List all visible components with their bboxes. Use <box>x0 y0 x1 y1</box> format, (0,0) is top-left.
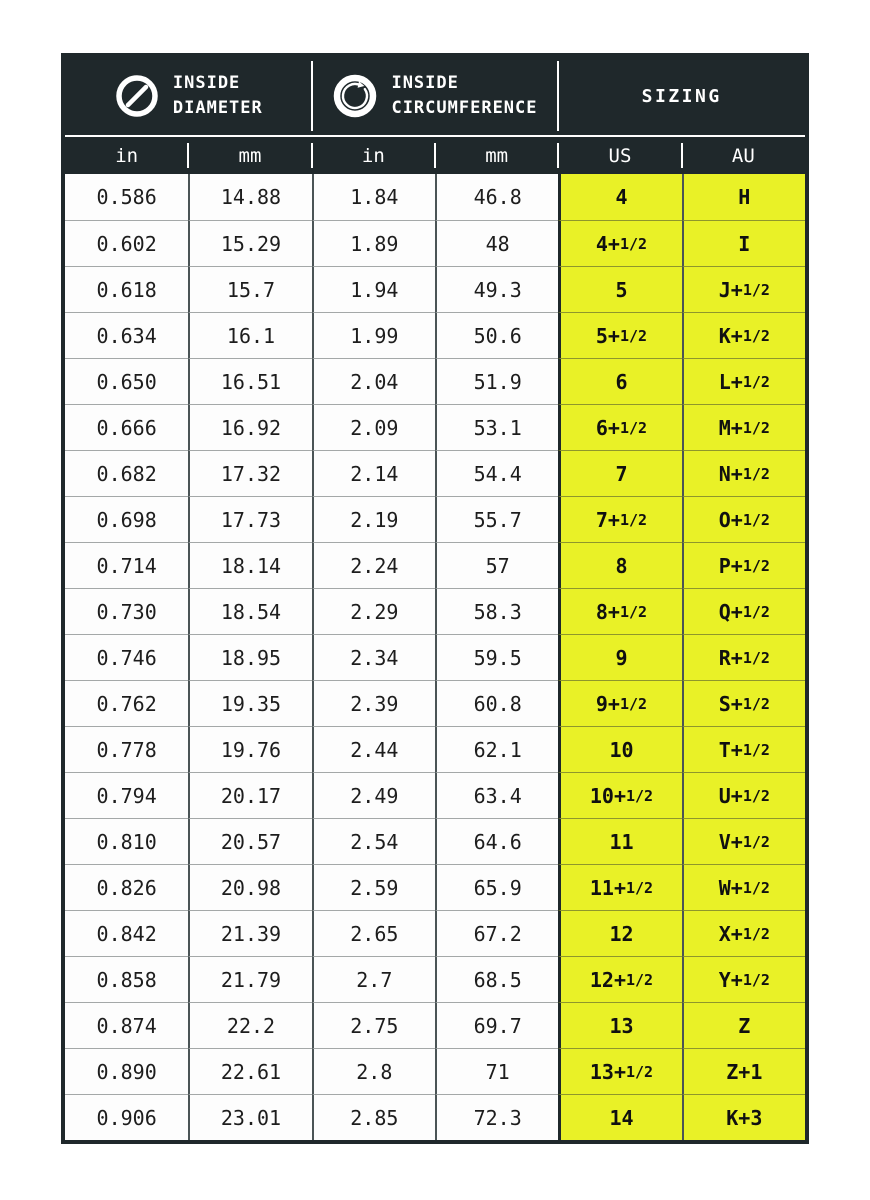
cell-diameter-in: 0.890 <box>65 1048 188 1094</box>
cell-size-au: U+ 1/2 <box>682 772 805 818</box>
cell-size-au: R+ 1/2 <box>682 634 805 680</box>
ring-size-table <box>61 53 809 1144</box>
cell-diameter-mm: 18.54 <box>188 588 311 634</box>
cell-size-us: 8 <box>558 542 681 588</box>
cell-size-au: I <box>682 220 805 266</box>
cell-size-au: P+ 1/2 <box>682 542 805 588</box>
cell-size-au: V+ 1/2 <box>682 818 805 864</box>
half-fraction: 1/2 <box>742 602 770 621</box>
cell-size-us: 8+ 1/2 <box>558 588 681 634</box>
column-header-diameter-mm: mm <box>188 137 311 174</box>
cell-size-au: S+ 1/2 <box>682 680 805 726</box>
cell-size-au: K+3 <box>682 1094 805 1140</box>
table-row <box>65 910 805 956</box>
half-fraction: 1/2 <box>742 280 770 299</box>
table-row <box>65 726 805 772</box>
cell-diameter-mm: 15.29 <box>188 220 311 266</box>
cell-circumference-in: 2.14 <box>312 450 435 496</box>
table-row <box>65 1002 805 1048</box>
cell-size-us: 5+ 1/2 <box>558 312 681 358</box>
cell-circumference-in: 2.65 <box>312 910 435 956</box>
table-row <box>65 634 805 680</box>
cell-circumference-in: 2.24 <box>312 542 435 588</box>
cell-circumference-mm: 64.6 <box>435 818 558 864</box>
cell-circumference-in: 2.39 <box>312 680 435 726</box>
cell-diameter-in: 0.810 <box>65 818 188 864</box>
cell-diameter-mm: 19.76 <box>188 726 311 772</box>
cell-circumference-mm: 67.2 <box>435 910 558 956</box>
cell-diameter-mm: 18.95 <box>188 634 311 680</box>
header-label-inside-diameter: INSIDE DIAMETER <box>172 73 263 118</box>
cell-circumference-in: 2.59 <box>312 864 435 910</box>
cell-size-us: 6+ 1/2 <box>558 404 681 450</box>
cell-size-au: Z <box>682 1002 805 1048</box>
table-row <box>65 174 805 220</box>
cell-diameter-mm: 17.32 <box>188 450 311 496</box>
cell-circumference-mm: 55.7 <box>435 496 558 542</box>
cell-circumference-mm: 53.1 <box>435 404 558 450</box>
header-group-inside-diameter <box>65 57 312 135</box>
header-label-inside-circumference: INSIDE CIRCUMFERENCE <box>391 73 538 118</box>
cell-circumference-mm: 54.4 <box>435 450 558 496</box>
cell-circumference-mm: 57 <box>435 542 558 588</box>
cell-circumference-in: 1.94 <box>312 266 435 312</box>
cell-size-us: 11 <box>558 818 681 864</box>
half-fraction: 1/2 <box>626 786 654 805</box>
cell-circumference-mm: 68.5 <box>435 956 558 1002</box>
cell-size-au: X+ 1/2 <box>682 910 805 956</box>
cell-diameter-mm: 18.14 <box>188 542 311 588</box>
diameter-icon <box>114 73 160 119</box>
table-row <box>65 1094 805 1140</box>
column-header-circumference-in: in <box>312 137 435 174</box>
header-group-inside-circumference <box>312 57 559 135</box>
cell-circumference-mm: 49.3 <box>435 266 558 312</box>
cell-circumference-in: 2.85 <box>312 1094 435 1140</box>
cell-diameter-in: 0.730 <box>65 588 188 634</box>
cell-size-au: Q+ 1/2 <box>682 588 805 634</box>
table-row <box>65 956 805 1002</box>
cell-size-au: Y+ 1/2 <box>682 956 805 1002</box>
cell-diameter-in: 0.858 <box>65 956 188 1002</box>
half-fraction: 1/2 <box>742 510 770 529</box>
table-row <box>65 266 805 312</box>
table-row <box>65 358 805 404</box>
cell-circumference-mm: 46.8 <box>435 174 558 220</box>
cell-circumference-mm: 50.6 <box>435 312 558 358</box>
cell-diameter-in: 0.698 <box>65 496 188 542</box>
half-fraction: 1/2 <box>742 878 770 897</box>
cell-diameter-in: 0.714 <box>65 542 188 588</box>
header-group-sizing <box>558 57 805 135</box>
half-fraction: 1/2 <box>619 418 648 437</box>
half-fraction: 1/2 <box>619 510 648 529</box>
cell-circumference-mm: 48 <box>435 220 558 266</box>
cell-diameter-in: 0.682 <box>65 450 188 496</box>
cell-circumference-in: 1.99 <box>312 312 435 358</box>
cell-size-au: N+ 1/2 <box>682 450 805 496</box>
cell-size-us: 6 <box>558 358 681 404</box>
table-row <box>65 588 805 634</box>
table-row <box>65 542 805 588</box>
cell-diameter-mm: 20.57 <box>188 818 311 864</box>
cell-size-au: Z+1 <box>682 1048 805 1094</box>
cell-diameter-in: 0.874 <box>65 1002 188 1048</box>
cell-size-us: 14 <box>558 1094 681 1140</box>
cell-diameter-mm: 21.39 <box>188 910 311 956</box>
table-header <box>65 57 805 137</box>
column-header-circumference-mm: mm <box>435 137 558 174</box>
cell-circumference-in: 2.8 <box>312 1048 435 1094</box>
cell-size-us: 5 <box>558 266 681 312</box>
half-fraction: 1/2 <box>626 878 654 897</box>
cell-size-us: 7 <box>558 450 681 496</box>
cell-circumference-mm: 58.3 <box>435 588 558 634</box>
cell-circumference-in: 2.04 <box>312 358 435 404</box>
cell-circumference-in: 1.89 <box>312 220 435 266</box>
cell-size-us: 4 <box>558 174 681 220</box>
cell-size-us: 10 <box>558 726 681 772</box>
table-row <box>65 312 805 358</box>
cell-size-au: L+ 1/2 <box>682 358 805 404</box>
table-row <box>65 404 805 450</box>
cell-size-au: M+ 1/2 <box>682 404 805 450</box>
cell-size-us: 9+ 1/2 <box>558 680 681 726</box>
table-row <box>65 772 805 818</box>
cell-circumference-mm: 62.1 <box>435 726 558 772</box>
cell-diameter-in: 0.826 <box>65 864 188 910</box>
cell-circumference-mm: 51.9 <box>435 358 558 404</box>
cell-circumference-in: 1.84 <box>312 174 435 220</box>
cell-diameter-in: 0.794 <box>65 772 188 818</box>
cell-size-us: 12+ 1/2 <box>558 956 681 1002</box>
cell-circumference-mm: 72.3 <box>435 1094 558 1140</box>
cell-circumference-in: 2.44 <box>312 726 435 772</box>
half-fraction: 1/2 <box>619 602 648 621</box>
cell-diameter-in: 0.618 <box>65 266 188 312</box>
half-fraction: 1/2 <box>742 740 770 759</box>
cell-diameter-in: 0.650 <box>65 358 188 404</box>
cell-diameter-in: 0.762 <box>65 680 188 726</box>
half-fraction: 1/2 <box>619 694 648 713</box>
table-row <box>65 818 805 864</box>
cell-size-us: 7+ 1/2 <box>558 496 681 542</box>
half-fraction: 1/2 <box>626 1062 654 1081</box>
cell-circumference-in: 2.75 <box>312 1002 435 1048</box>
half-fraction: 1/2 <box>619 326 648 345</box>
half-fraction: 1/2 <box>742 786 770 805</box>
half-fraction: 1/2 <box>742 694 770 713</box>
half-fraction: 1/2 <box>742 372 770 391</box>
cell-diameter-in: 0.842 <box>65 910 188 956</box>
cell-size-au: W+ 1/2 <box>682 864 805 910</box>
table-row <box>65 864 805 910</box>
cell-size-au: O+ 1/2 <box>682 496 805 542</box>
half-fraction: 1/2 <box>742 648 770 667</box>
cell-circumference-mm: 60.8 <box>435 680 558 726</box>
cell-diameter-mm: 19.35 <box>188 680 311 726</box>
cell-diameter-mm: 22.61 <box>188 1048 311 1094</box>
cell-diameter-in: 0.602 <box>65 220 188 266</box>
cell-diameter-mm: 23.01 <box>188 1094 311 1140</box>
cell-circumference-in: 2.54 <box>312 818 435 864</box>
half-fraction: 1/2 <box>742 924 770 943</box>
half-fraction: 1/2 <box>742 418 770 437</box>
cell-diameter-mm: 20.98 <box>188 864 311 910</box>
cell-diameter-mm: 14.88 <box>188 174 311 220</box>
cell-diameter-mm: 16.92 <box>188 404 311 450</box>
cell-circumference-mm: 63.4 <box>435 772 558 818</box>
table-body <box>65 174 805 1140</box>
table-row <box>65 220 805 266</box>
cell-diameter-in: 0.666 <box>65 404 188 450</box>
table-row <box>65 496 805 542</box>
cell-diameter-mm: 15.7 <box>188 266 311 312</box>
half-fraction: 1/2 <box>742 464 770 483</box>
half-fraction: 1/2 <box>619 234 648 253</box>
cell-diameter-mm: 21.79 <box>188 956 311 1002</box>
table-row <box>65 680 805 726</box>
cell-size-us: 13+ 1/2 <box>558 1048 681 1094</box>
cell-diameter-in: 0.778 <box>65 726 188 772</box>
cell-diameter-in: 0.634 <box>65 312 188 358</box>
cell-size-us: 10+ 1/2 <box>558 772 681 818</box>
cell-circumference-in: 2.19 <box>312 496 435 542</box>
cell-circumference-in: 2.7 <box>312 956 435 1002</box>
circumference-icon <box>332 73 378 119</box>
cell-size-au: H <box>682 174 805 220</box>
cell-circumference-mm: 69.7 <box>435 1002 558 1048</box>
cell-size-us: 13 <box>558 1002 681 1048</box>
half-fraction: 1/2 <box>626 970 654 989</box>
cell-diameter-mm: 16.51 <box>188 358 311 404</box>
cell-circumference-mm: 65.9 <box>435 864 558 910</box>
column-header-diameter-in: in <box>115 144 139 167</box>
cell-circumference-in: 2.29 <box>312 588 435 634</box>
cell-size-au: T+ 1/2 <box>682 726 805 772</box>
cell-diameter-in: 0.746 <box>65 634 188 680</box>
table-row <box>65 1048 805 1094</box>
cell-diameter-in: 0.586 <box>65 174 188 220</box>
header-label-sizing: SIZING <box>641 85 722 107</box>
cell-size-us: 4+ 1/2 <box>558 220 681 266</box>
column-header-size-au: AU <box>682 137 805 174</box>
cell-diameter-mm: 22.2 <box>188 1002 311 1048</box>
cell-circumference-in: 2.34 <box>312 634 435 680</box>
cell-circumference-in: 2.49 <box>312 772 435 818</box>
column-header-row <box>65 137 805 174</box>
cell-circumference-mm: 59.5 <box>435 634 558 680</box>
cell-size-us: 9 <box>558 634 681 680</box>
cell-circumference-mm: 71 <box>435 1048 558 1094</box>
cell-diameter-mm: 20.17 <box>188 772 311 818</box>
half-fraction: 1/2 <box>742 326 770 345</box>
column-header-size-us: US <box>558 137 681 174</box>
half-fraction: 1/2 <box>742 832 770 851</box>
half-fraction: 1/2 <box>742 556 770 575</box>
table-row <box>65 450 805 496</box>
cell-diameter-mm: 17.73 <box>188 496 311 542</box>
cell-size-us: 12 <box>558 910 681 956</box>
cell-circumference-in: 2.09 <box>312 404 435 450</box>
cell-size-au: J+ 1/2 <box>682 266 805 312</box>
cell-size-us: 11+ 1/2 <box>558 864 681 910</box>
half-fraction: 1/2 <box>742 970 770 989</box>
cell-diameter-mm: 16.1 <box>188 312 311 358</box>
cell-diameter-in: 0.906 <box>65 1094 188 1140</box>
cell-size-au: K+ 1/2 <box>682 312 805 358</box>
